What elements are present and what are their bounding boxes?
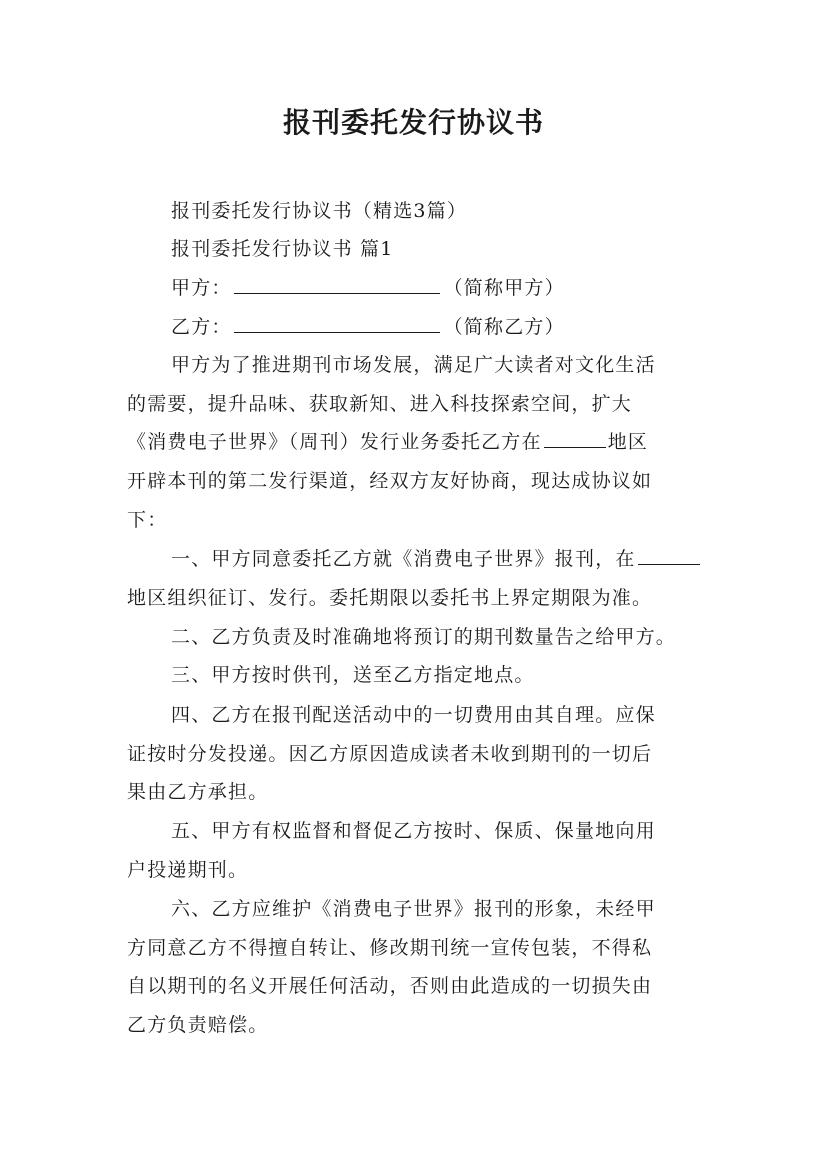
preamble-line-4: 开辟本刊的第二发行渠道，经双方友好协商，现达成协议如 [127, 470, 653, 492]
region-blank-2 [638, 546, 700, 565]
clause-2: 二、乙方负责及时准确地将预订的期刊数量告之给甲方。 [171, 626, 677, 648]
preamble-line-3-text: 《消费电子世界》（周刊）发行业务委托乙方在 [127, 431, 542, 453]
preamble-line-3-tail: 地区 [607, 431, 649, 453]
clause-4-line-2: 证按时分发投递。因乙方原因造成读者未收到期刊的一切后 [127, 743, 653, 765]
clause-3: 三、甲方按时供刊，送至乙方指定地点。 [171, 664, 535, 686]
clause-6-line-3: 自以期刊的名义开展任何活动，否则由此造成的一切损失由 [127, 975, 653, 997]
region-blank-1 [544, 429, 606, 448]
clause-6-line-2: 方同意乙方不得擅自转让、修改期刊统一宣传包装，不得私 [127, 937, 653, 959]
party-a-label: 甲方： [171, 277, 232, 299]
document-title: 报刊委托发行协议书 [282, 106, 544, 139]
preamble-line-3 [127, 429, 717, 455]
party-a-suffix: （简称甲方） [443, 277, 565, 299]
party-b-line [171, 314, 761, 340]
party-a-blank [234, 275, 440, 294]
party-b-blank [234, 314, 440, 333]
clause-5-line-1: 五、甲方有权监督和督促乙方按时、保质、保量地向用 [171, 820, 656, 842]
clause-1-line-2: 地区组织征订、发行。委托期限以委托书上界定期限为准。 [127, 587, 653, 609]
clause-5-line-2: 户投递期刊。 [127, 859, 249, 881]
clause-1-line-1 [171, 546, 717, 572]
clause-6-line-1: 六、乙方应维护《消费电子世界》报刊的形象，未经甲 [171, 898, 656, 920]
section-heading: 报刊委托发行协议书 篇1 [171, 238, 394, 260]
clause-6-line-4: 乙方负责赔偿。 [127, 1014, 269, 1036]
party-b-label: 乙方： [171, 316, 232, 338]
intro-heading: 报刊委托发行协议书（精选3篇） [171, 200, 468, 222]
party-b-suffix: （简称乙方） [443, 316, 565, 338]
clause-1-text: 一、甲方同意委托乙方就《消费电子世界》报刊，在 [171, 548, 636, 570]
preamble-line-1: 甲方为了推进期刊市场发展，满足广大读者对文化生活 [171, 354, 656, 376]
clause-4-line-3: 果由乙方承担。 [127, 781, 269, 803]
preamble-line-2: 的需要，提升品味、获取新知、进入科技探索空间，扩大 [127, 393, 633, 415]
party-a-line [171, 275, 761, 301]
clause-4-line-1: 四、乙方在报刊配送活动中的一切费用由其自理。应保 [171, 704, 656, 726]
preamble-line-5: 下： [127, 509, 168, 531]
